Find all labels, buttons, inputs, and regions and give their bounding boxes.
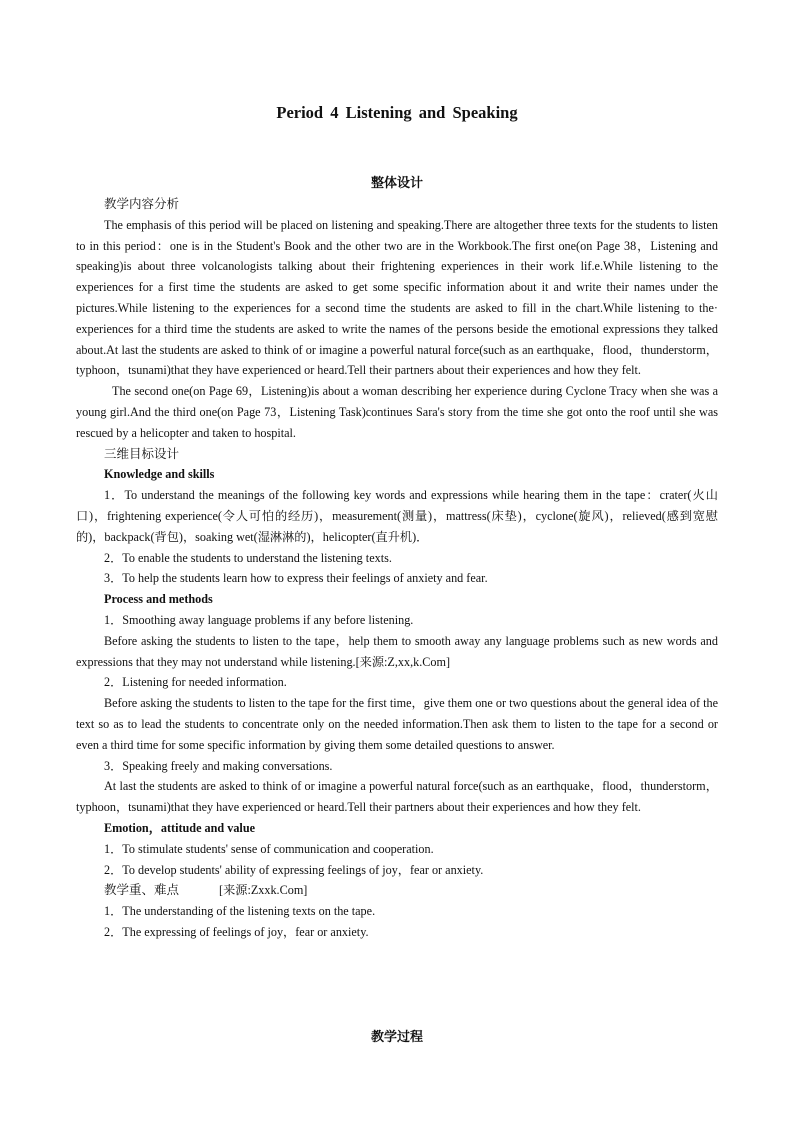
- process-para-3: At last the students are asked to think of or imagine a powerful natural force(such as an earthquake，flood，thunderstorm，typhoon，tsunami)that they have experienced or heard.Tell their partners about their experiences and how they felt.: [76, 779, 718, 815]
- process-item-1: 1．Smoothing away language problems if any before listening.: [104, 612, 414, 627]
- process-item-3: 3．Speaking freely and making conversations.: [104, 758, 333, 773]
- process-item-2: 2．Listening for needed information.: [104, 675, 287, 690]
- emotion-item-1: 1．To stimulate students' sense of communication and cooperation.: [104, 841, 434, 856]
- key-points-source: [来源:Zxxk.Com]: [219, 883, 308, 898]
- process-section-heading: 教学过程: [370, 1030, 423, 1045]
- process-heading: Process and methods: [104, 592, 213, 607]
- goals-heading: 三维目标设计: [104, 445, 180, 461]
- document-body: [76, 194, 718, 943]
- key-points-heading: 教学重、难点: [104, 882, 180, 898]
- page-title: Period 4 Listening and Speaking: [276, 103, 518, 122]
- emotion-heading: Emotion，attitude and value: [104, 820, 256, 835]
- knowledge-item-1: 1．To understand the meanings of the following key words and expressions while hearing them in the tape：crater(火山口)，frightening experience(令人可怕的经历)，measurement(测量)，mattress(床垫)，cyclone(旋风)，relieved(感到宽慰的)，backpack(背包)，soaking wet(湿淋淋的)，helicopter(直升机)．: [76, 488, 718, 544]
- knowledge-item-2: 2．To enable the students to understand the listening texts.: [104, 550, 392, 565]
- key-point-1: 1．The understanding of the listening texts on the tape.: [104, 904, 376, 919]
- section-heading: 整体设计: [370, 176, 423, 191]
- key-points-line: [76, 880, 718, 901]
- knowledge-item-3: 3．To help the students learn how to express their feelings of anxiety and fear.: [104, 571, 488, 586]
- emotion-item-2: 2．To develop students' ability of expressing feelings of joy，fear or anxiety.: [104, 862, 484, 877]
- process-para-1: Before asking the students to listen to the tape，help them to smooth away any language problems such as new words and expressions that they may not understand while listening.[来源:Z,xx,k.Com]: [76, 633, 718, 669]
- process-para-2: Before asking the students to listen to the tape for the first time，give them one or two questions about the general idea of the text so as to lead the students to concentrate only on the needed information.Then ask them to listen to the tape for a second or even a third time for some specific information by giving them some detailed questions to answer.: [76, 696, 718, 752]
- content-paragraph-1: The emphasis of this period will be placed on listening and speaking.There are altogether three texts for the students to listen to in this period：one is in the Student's Book and the other two are in the Workbook.The first one(on Page 38，Listening and speaking)is about three volcanologists talking about their frightening experiences in their work lif.e.While listening to the experiences for a first time the students are asked to get some specific information about it and write their names under the pictures.While listening to the experiences for a second time the students are asked to fill in the chart.While listening to the· experiences for a third time the students are asked to write the names of the persons beside the emotional expressions they talked about.At last the students are asked to think of or imagine a powerful natural force(such as an earthquake，flood，thunderstorm，typhoon，tsunami)that they have experienced or heard.Tell their partners about their experiences and how they felt.: [76, 217, 718, 378]
- content-paragraph-2: The second one(on Page 69，Listening)is about a woman describing her experience during Cyclone Tracy when she was a young girl.And the third one(on Page 73，Listening Task)continues Sara's story from the time she got onto the roof until she was rescued by a helicopter and taken to hospital.: [76, 384, 718, 440]
- key-point-2: 2．The expressing of feelings of joy，fear or anxiety.: [104, 924, 369, 939]
- content-analysis-heading: 教学内容分析: [104, 196, 180, 211]
- knowledge-heading: Knowledge and skills: [104, 467, 215, 482]
